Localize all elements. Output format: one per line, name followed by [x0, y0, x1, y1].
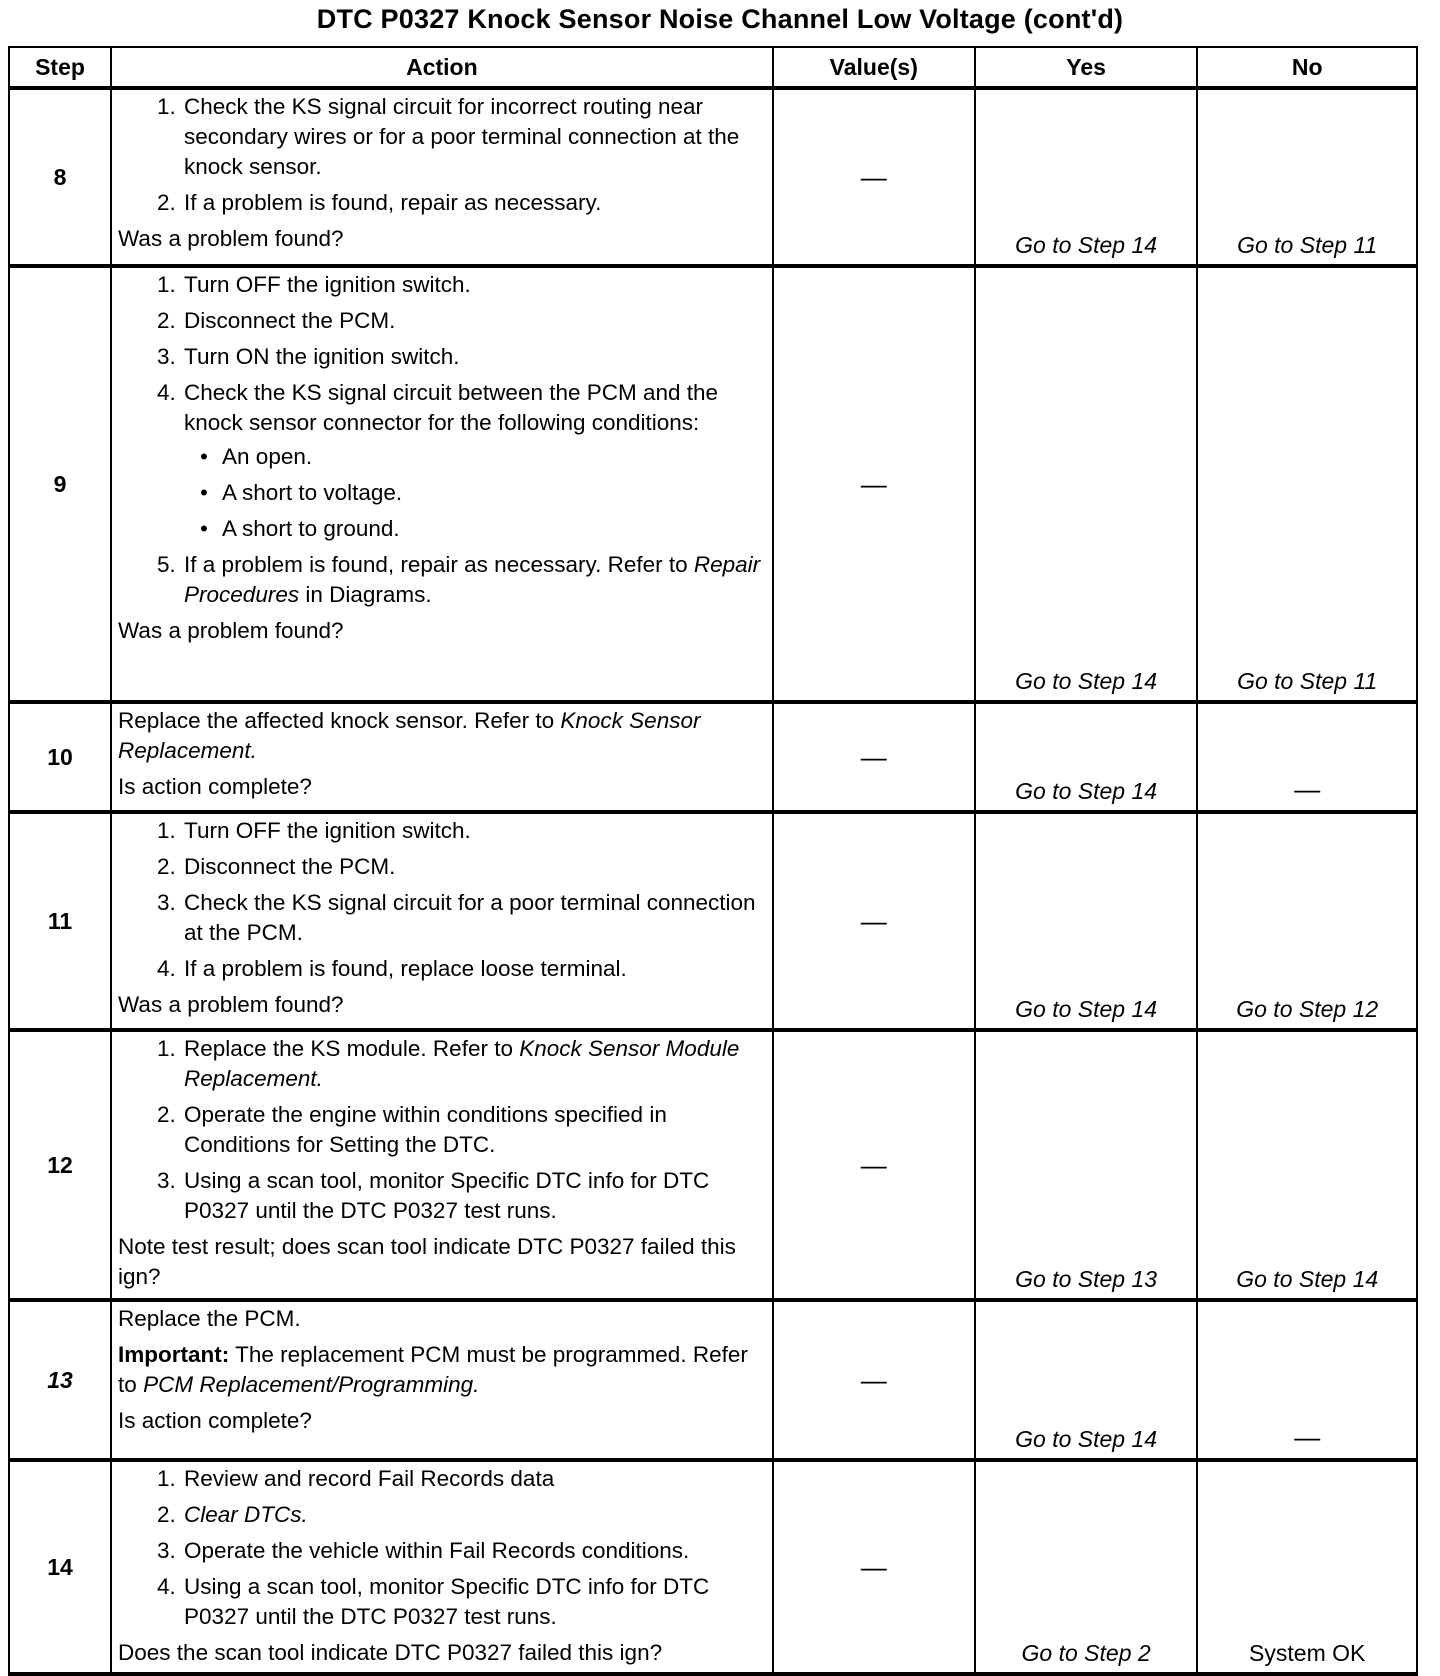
action-item-text: Check the KS signal circuit between the PCM and the knock sensor connector for the following conditions: — [184, 380, 719, 435]
action-question: Does the scan tool indicate DTC P0327 failed this ign? — [118, 1640, 663, 1665]
important-note — [118, 1340, 764, 1400]
reference-link: Knock Sensor Module Replacement. — [184, 1036, 740, 1091]
action-item-tail: in Diagrams. — [305, 582, 432, 607]
reference-link: Repair Procedures — [184, 552, 761, 607]
step-number: 10 — [9, 702, 111, 812]
action-item: 3. Turn ON the ignition switch. — [182, 342, 764, 372]
yes-result: Go to Step 14 — [1015, 668, 1158, 694]
action-text: Replace the affected knock sensor. Refer to — [118, 708, 555, 733]
no-result: Go to Step 11 — [1237, 232, 1378, 258]
header-step: Step — [9, 47, 111, 88]
step-number: 13 — [9, 1300, 111, 1460]
action-item: 2. Disconnect the PCM. — [182, 852, 764, 882]
step-number: 14 — [9, 1460, 111, 1674]
action-question: Is action complete? — [118, 1408, 312, 1433]
no-result: Go to Step 11 — [1237, 668, 1378, 694]
no-result: — — [1294, 1422, 1321, 1452]
action-item: 3. Check the KS signal circuit for a poor terminal connection at the PCM. — [182, 888, 764, 948]
action-item — [182, 550, 764, 610]
step-number: 11 — [9, 812, 111, 1030]
action-cell — [111, 266, 773, 702]
yes-result: Go to Step 14 — [1015, 232, 1158, 258]
step-number: 8 — [9, 88, 111, 266]
table-row — [9, 702, 1417, 812]
important-text: The replacement PCM must be programmed. Refer to — [118, 1342, 748, 1397]
action-item: 4. Using a scan tool, monitor Specific DTC info for DTC P0327 until the DTC P0327 test runs. — [182, 1572, 764, 1632]
value-cell: — — [773, 702, 975, 812]
no-cell — [1197, 266, 1417, 702]
header-no: No — [1197, 47, 1417, 88]
action-question: Was a problem found? — [118, 226, 344, 251]
no-cell — [1197, 1030, 1417, 1300]
table-row — [9, 1030, 1417, 1300]
yes-cell — [975, 1300, 1198, 1460]
important-label: Important: — [118, 1342, 230, 1367]
bullet-item: • A short to voltage. — [214, 478, 764, 508]
no-result: Go to Step 14 — [1236, 1266, 1379, 1292]
action-item — [182, 1034, 764, 1094]
action-item: 1. Check the KS signal circuit for incorrect routing near secondary wires or for a poor terminal connection at the knock sensor. — [182, 92, 764, 182]
yes-cell — [975, 1030, 1198, 1300]
no-result: — — [1294, 774, 1321, 804]
bullet-item: • An open. — [214, 442, 764, 472]
action-item — [182, 378, 764, 544]
action-question: Is action complete? — [118, 774, 312, 799]
table-row — [9, 1460, 1417, 1674]
action-question: Was a problem found? — [118, 618, 344, 643]
reference-link: Knock Sensor Replacement. — [118, 708, 701, 763]
table-row — [9, 88, 1417, 266]
yes-result: Go to Step 13 — [1015, 1266, 1158, 1292]
yes-cell — [975, 702, 1198, 812]
value-cell: — — [773, 812, 975, 1030]
value-cell: — — [773, 1460, 975, 1674]
action-item: 2. If a problem is found, repair as necessary. — [182, 188, 764, 218]
table-row — [9, 266, 1417, 702]
reference-link: PCM Replacement/Programming. — [143, 1372, 480, 1397]
no-result: System OK — [1249, 1640, 1366, 1666]
yes-result: Go to Step 14 — [1015, 1426, 1158, 1452]
yes-cell — [975, 1460, 1198, 1674]
action-cell — [111, 702, 773, 812]
header-yes: Yes — [975, 47, 1198, 88]
yes-result: Go to Step 14 — [1015, 996, 1158, 1022]
diagnostic-table — [8, 46, 1418, 1676]
action-question: Note test result; does scan tool indicate DTC P0327 failed this ign? — [118, 1234, 736, 1289]
action-cell — [111, 1030, 773, 1300]
no-cell — [1197, 702, 1417, 812]
action-item: 1. Turn OFF the ignition switch. — [182, 270, 764, 300]
action-item: 4. If a problem is found, replace loose terminal. — [182, 954, 764, 984]
table-row — [9, 812, 1417, 1030]
step-number: 12 — [9, 1030, 111, 1300]
no-cell — [1197, 812, 1417, 1030]
action-cell — [111, 1460, 773, 1674]
action-item: 2. Operate the engine within conditions specified in Conditions for Setting the DTC. — [182, 1100, 764, 1160]
page-title: DTC P0327 Knock Sensor Noise Channel Low Voltage (cont'd) — [316, 4, 1124, 34]
no-cell — [1197, 1300, 1417, 1460]
action-cell — [111, 88, 773, 266]
value-cell: — — [773, 266, 975, 702]
yes-cell — [975, 88, 1198, 266]
table-row — [9, 1300, 1417, 1460]
action-cell — [111, 1300, 773, 1460]
header-values: Value(s) — [773, 47, 975, 88]
step-number: 9 — [9, 266, 111, 702]
no-result: Go to Step 12 — [1236, 996, 1379, 1022]
action-item: 2. Disconnect the PCM. — [182, 306, 764, 336]
bullet-item: • A short to ground. — [214, 514, 764, 544]
no-cell — [1197, 1460, 1417, 1674]
action-item: 1. Review and record Fail Records data — [182, 1464, 764, 1494]
table-header-row — [9, 47, 1417, 88]
action-item — [182, 1500, 764, 1530]
action-cell — [111, 812, 773, 1030]
action-question: Was a problem found? — [118, 992, 344, 1017]
yes-cell — [975, 812, 1198, 1030]
action-item: 3. Operate the vehicle within Fail Records conditions. — [182, 1536, 764, 1566]
yes-cell — [975, 266, 1198, 702]
action-item-text: If a problem is found, repair as necessary. Refer to — [184, 552, 688, 577]
value-cell: — — [773, 1030, 975, 1300]
header-action: Action — [111, 47, 773, 88]
action-text-para — [118, 706, 764, 766]
action-text: Replace the PCM. — [118, 1306, 301, 1331]
yes-result: Go to Step 2 — [1021, 1640, 1151, 1666]
yes-result: Go to Step 14 — [1015, 778, 1158, 804]
no-cell — [1197, 88, 1417, 266]
value-cell: — — [773, 88, 975, 266]
action-item: 1. Turn OFF the ignition switch. — [182, 816, 764, 846]
action-item: 3. Using a scan tool, monitor Specific DTC info for DTC P0327 until the DTC P0327 test runs. — [182, 1166, 764, 1226]
action-item-italic: Clear DTCs. — [184, 1502, 308, 1527]
value-cell: — — [773, 1300, 975, 1460]
action-item-text: Replace the KS module. Refer to — [184, 1036, 513, 1061]
